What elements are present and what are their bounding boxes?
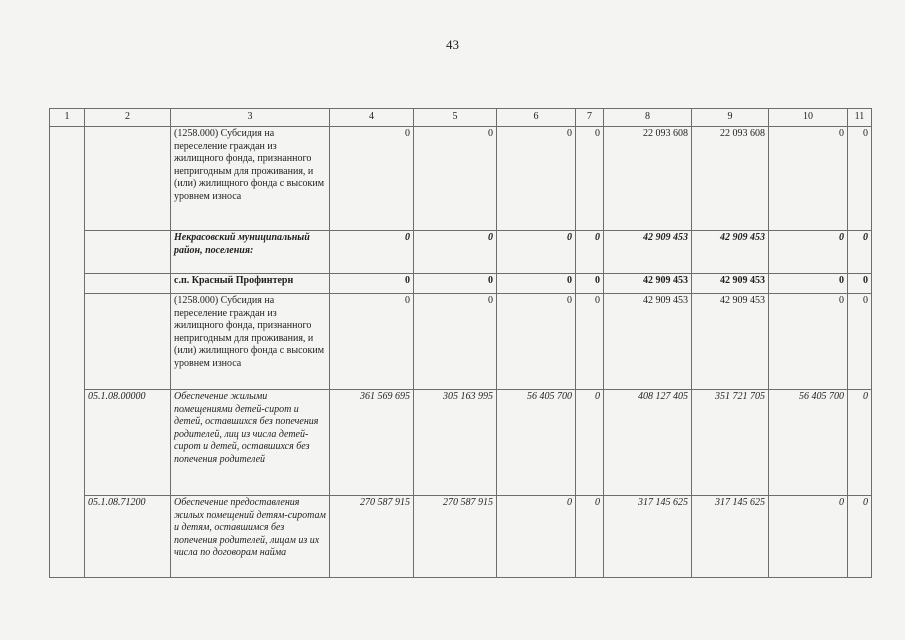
code-cell [85,127,171,231]
value-cell: 0 [414,231,497,274]
value-cell: 0 [769,496,848,578]
header-row [50,109,872,127]
value-cell: 56 405 700 [769,390,848,496]
value-cell: 42 909 453 [604,274,692,294]
value-cell: 351 721 705 [692,390,769,496]
value-cell: 0 [497,496,576,578]
value-cell: 317 145 625 [692,496,769,578]
value-cell: 42 909 453 [692,274,769,294]
value-cell: 22 093 608 [692,127,769,231]
value-cell: 0 [497,294,576,390]
value-cell: 0 [576,127,604,231]
column-header: 6 [497,109,576,127]
value-cell: 0 [330,127,414,231]
value-cell: 0 [576,294,604,390]
value-cell: 0 [497,274,576,294]
value-cell: 0 [848,127,872,231]
value-cell: 0 [497,231,576,274]
value-cell: 0 [576,274,604,294]
column-header: 11 [848,109,872,127]
value-cell: 0 [414,274,497,294]
value-cell: 56 405 700 [497,390,576,496]
value-cell: 0 [576,496,604,578]
column-header: 4 [330,109,414,127]
value-cell: 0 [769,231,848,274]
code-cell [85,274,171,294]
value-cell: 361 569 695 [330,390,414,496]
value-cell: 0 [576,390,604,496]
name-cell: Некрасовский муниципальный район, поселения: [171,231,330,274]
column-header: 7 [576,109,604,127]
column-1-cell [50,127,85,578]
column-header: 8 [604,109,692,127]
code-cell [85,294,171,390]
value-cell: 0 [769,127,848,231]
value-cell: 0 [414,294,497,390]
budget-table [49,108,872,578]
value-cell: 0 [848,294,872,390]
table-row [50,390,872,496]
value-cell: 0 [848,390,872,496]
value-cell: 408 127 405 [604,390,692,496]
code-cell: 05.1.08.71200 [85,496,171,578]
value-cell: 0 [848,231,872,274]
value-cell: 270 587 915 [414,496,497,578]
value-cell: 42 909 453 [604,294,692,390]
value-cell: 0 [848,496,872,578]
name-cell: (1258.000) Субсидия на переселение граждан из жилищного фонда, признанного непригодным для проживания, и (или) жилищного фонда с высоким уровнем износа [171,127,330,231]
table-row [50,127,872,231]
value-cell: 270 587 915 [330,496,414,578]
value-cell: 0 [848,274,872,294]
value-cell: 0 [769,294,848,390]
value-cell: 42 909 453 [692,294,769,390]
column-header: 3 [171,109,330,127]
value-cell: 305 163 995 [414,390,497,496]
value-cell: 0 [330,231,414,274]
value-cell: 42 909 453 [604,231,692,274]
table-row [50,294,872,390]
value-cell: 0 [769,274,848,294]
name-cell: Обеспечение жилыми помещениями детей-сирот и детей, оставшихся без попечения родителей, лиц из числа детей-сирот и детей, оставшихся без попечения родителей [171,390,330,496]
value-cell: 42 909 453 [692,231,769,274]
column-header: 2 [85,109,171,127]
table-row [50,231,872,274]
value-cell: 0 [330,274,414,294]
name-cell: (1258.000) Субсидия на переселение граждан из жилищного фонда, признанного непригодным для проживания, и (или) жилищного фонда с высоким уровнем износа [171,294,330,390]
table-row [50,274,872,294]
column-header: 1 [50,109,85,127]
page-number: 43 [446,37,459,52]
column-header: 5 [414,109,497,127]
value-cell: 22 093 608 [604,127,692,231]
column-header: 9 [692,109,769,127]
value-cell: 0 [576,231,604,274]
name-cell: Обеспечение предоставления жилых помещений детям-сиротам и детям, оставшимся без попечения родителей, лицам из их числа по договорам найма [171,496,330,578]
column-header: 10 [769,109,848,127]
value-cell: 0 [414,127,497,231]
value-cell: 0 [497,127,576,231]
code-cell [85,231,171,274]
value-cell: 317 145 625 [604,496,692,578]
code-cell: 05.1.08.00000 [85,390,171,496]
name-cell: с.п. Красный Профинтерн [171,274,330,294]
value-cell: 0 [330,294,414,390]
table-row [50,496,872,578]
